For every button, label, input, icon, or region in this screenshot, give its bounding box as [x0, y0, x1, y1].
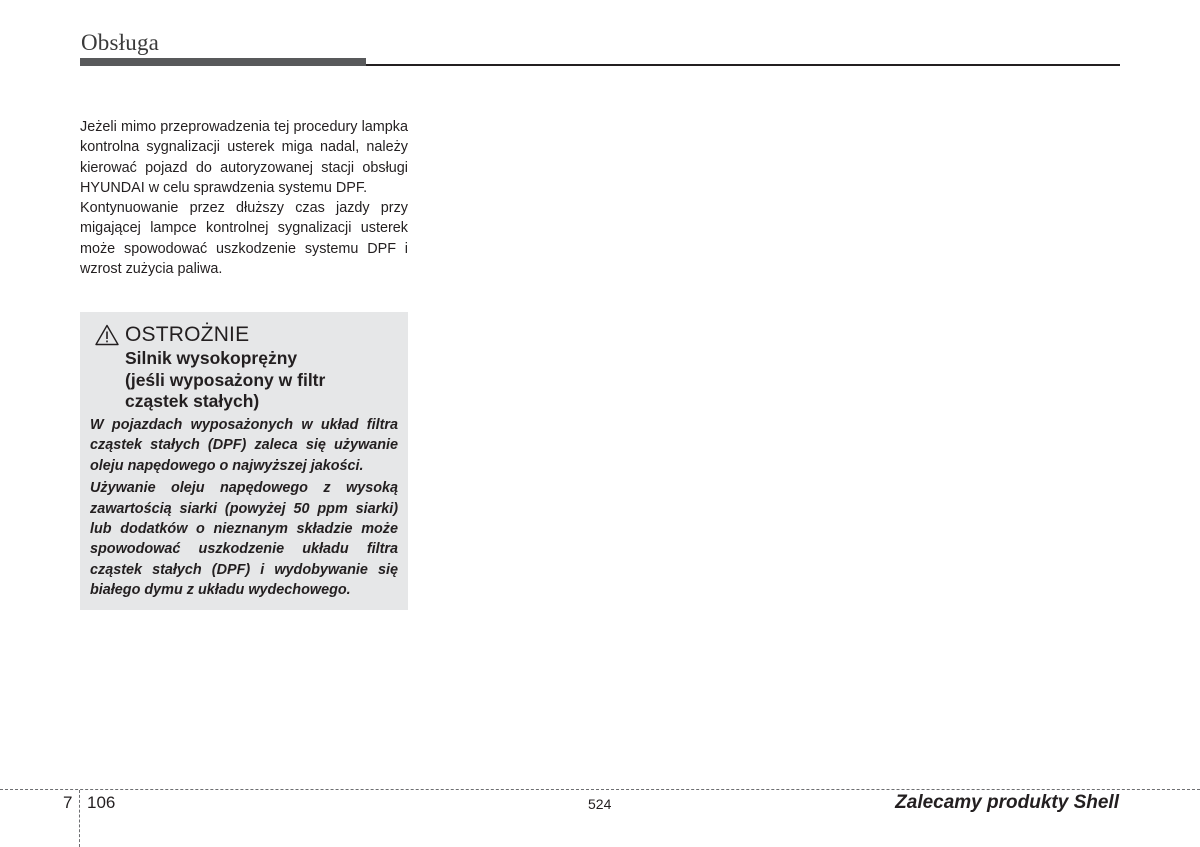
caution-subtitle-line: cząstek stałych)	[125, 391, 260, 411]
body-paragraph: Jeżeli mimo przeprowadzenia tej procedury lampka kontrolna sygnalizacji usterek miga nadal, należy kierować pojazd do autoryzowanej stacji obsługi HYUNDAI w celu sprawdzenia systemu DPF.	[80, 119, 408, 196]
caution-box	[80, 312, 408, 610]
caution-body	[90, 415, 398, 603]
caution-subtitle	[125, 348, 395, 413]
caution-paragraph: W pojazdach wyposażonych w układ filtra cząstek stałych (DPF) zaleca się używanie oleju napędowego o najwyższej jakości.	[90, 417, 398, 474]
body-paragraph: Kontynuowanie przez dłuższy czas jazdy przy migającej lampce kontrolnej sygnalizacji usterek może spowodować uszkodzenie systemu DPF i wzrost zużycia paliwa.	[80, 200, 408, 278]
main-text-column	[80, 117, 408, 279]
footer-vertical-divider	[79, 790, 80, 847]
chapter-number: 7	[63, 793, 73, 812]
document-page-number: 524	[588, 796, 612, 812]
footer-promo-text: Zalecamy produkty Shell	[895, 792, 1119, 813]
header-bar	[80, 58, 366, 66]
caution-title: OSTROŻNIE	[125, 323, 250, 346]
caution-subtitle-line: (jeśli wyposażony w filtr	[125, 369, 326, 390]
header-rule	[366, 64, 1120, 66]
caution-subtitle-line: Silnik wysokoprężny	[125, 348, 298, 368]
page-number: 106	[87, 793, 116, 812]
caution-paragraph: Używanie oleju napędowego z wysoką zawartością siarki (powyżej 50 ppm siarki) lub dodatków o nieznanym składzie może spowodować uszkodzenie układu filtra cząstek stałych (DPF) i wydobywanie się białego dymu z układu wydechowego.	[90, 480, 398, 599]
footer-divider	[0, 789, 1200, 790]
section-title: Obsługa	[81, 30, 160, 55]
caution-header	[95, 323, 249, 347]
warning-triangle-icon	[95, 324, 119, 346]
